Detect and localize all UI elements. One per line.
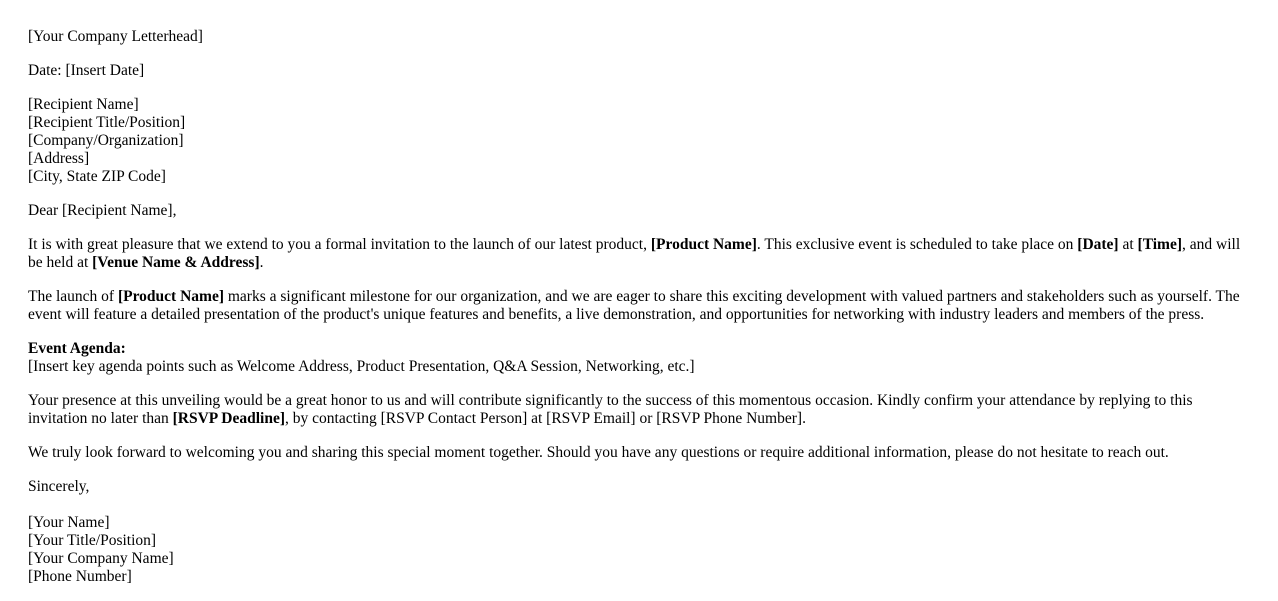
agenda-block <box>28 340 1250 376</box>
recipient-city: [City, State ZIP Code] <box>28 168 166 185</box>
text-run: , and will be held at <box>28 236 1241 271</box>
signature-block <box>28 514 1250 586</box>
text-run: marks a significant milestone for our organization, and we are eager to share this exciting development with valued partners and stakeholders such as yourself. The event will feature a detailed presentation of the product's unique features and benefits, a live demonstration, and opportunities for networking with industry leaders and members of the press. <box>28 288 1240 323</box>
recipient-name: [Recipient Name] <box>28 96 139 113</box>
milestone-paragraph <box>28 288 1250 324</box>
time-bold: [Time] <box>1137 236 1183 253</box>
letterhead: [Your Company Letterhead] <box>28 28 203 45</box>
text-run: It is with great pleasure that we extend to you a formal invitation to the launch of our latest product, <box>28 236 651 253</box>
text-run: . <box>259 254 264 271</box>
date-bold: [Date] <box>1077 236 1119 253</box>
recipient-address: [Address] <box>28 150 90 167</box>
recipient-block <box>28 96 1250 186</box>
sender-phone: [Phone Number] <box>28 568 132 585</box>
sender-title: [Your Title/Position] <box>28 532 157 549</box>
agenda-body: [Insert key agenda points such as Welcome Address, Product Presentation, Q&A Session, Networking, etc.] <box>28 358 695 375</box>
invitation-paragraph <box>28 236 1250 272</box>
rsvp-paragraph <box>28 392 1250 428</box>
text-run: Your presence at this unveiling would be a great honor to us and will contribute significantly to the success of this momentous occasion. Kindly confirm your attendance by replying to this invitation no later than <box>28 392 1193 427</box>
date-line: Date: [Insert Date] <box>28 62 145 79</box>
closing-phrase: Sincerely, <box>28 478 90 495</box>
text-run: . This exclusive event is scheduled to take place on <box>756 236 1078 253</box>
text-run: The launch of <box>28 288 118 305</box>
product-name-bold: [Product Name] <box>117 288 224 305</box>
text-run: at <box>1118 236 1138 253</box>
venue-bold: [Venue Name & Address] <box>92 254 260 271</box>
sender-name: [Your Name] <box>28 514 110 531</box>
closing-paragraph: We truly look forward to welcoming you and sharing this special moment together. Should you have any questions or require additional information, please do not hesitate to reach out. <box>28 444 1169 461</box>
salutation: Dear [Recipient Name], <box>28 202 177 219</box>
sender-company: [Your Company Name] <box>28 550 174 567</box>
product-name-bold: [Product Name] <box>650 236 757 253</box>
recipient-company: [Company/Organization] <box>28 132 184 149</box>
rsvp-deadline-bold: [RSVP Deadline] <box>172 410 286 427</box>
text-run: , by contacting [RSVP Contact Person] at [RSVP Email] or [RSVP Phone Number]. <box>285 410 806 427</box>
agenda-heading: Event Agenda: <box>28 340 126 357</box>
recipient-title: [Recipient Title/Position] <box>28 114 186 131</box>
